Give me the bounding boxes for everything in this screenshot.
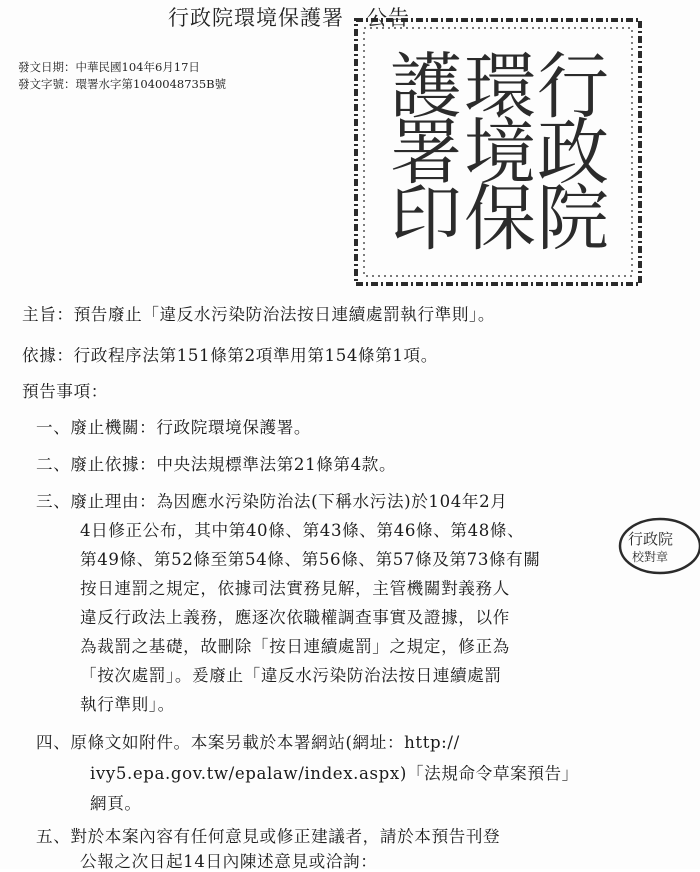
document-title: 行政院環境保護署 公告 [168, 6, 410, 30]
svg-text:護署印: 護署印 [378, 48, 462, 246]
svg-text:行政院: 行政院 [525, 48, 609, 246]
svg-text:環境保: 環境保 [452, 48, 536, 246]
partial-seal-stamp [612, 514, 700, 578]
item-3-line-1: 三、廢止理由：為因應水污染防治法(下稱水污法)於104年2月 [36, 492, 508, 511]
item-4-line-1: 四、原條文如附件。本案另載於本署網站(網址：http:// [36, 733, 460, 752]
item-3-line-2: 4日修正公布，其中第40條、第43條、第46條、第48條、 [80, 521, 525, 540]
notice-heading: 預告事項： [22, 382, 108, 401]
item-4-line-3: 網頁。 [90, 794, 142, 813]
item-1: 一、廢止機關：行政院環境保護署。 [36, 418, 312, 437]
basis-line: 依據：行政程序法第151條第2項準用第154條第1項。 [22, 346, 438, 365]
item-3-line-4: 按日連罰之規定，依據司法實務見解，主管機關對義務人 [80, 579, 510, 598]
svg-text:行政院: 行政院 [628, 530, 674, 548]
item-3-line-6: 為裁罰之基礎，故刪除「按日連續處罰」之規定，修正為 [80, 637, 510, 656]
item-3-line-7: 「按次處罰」。爰廢止「違反水污染防治法按日連續處罰 [80, 666, 502, 685]
item-3-line-8: 執行準則」。 [80, 695, 175, 714]
item-3-line-3: 第49條、第52條至第54條、第56條、第57條及第73條有關 [80, 550, 541, 569]
issue-date: 發文日期：中華民國104年6月17日 [18, 60, 200, 74]
subject-line: 主旨：預告廢止「違反水污染防治法按日連續處罰執行準則」。 [22, 305, 496, 324]
svg-text:校對章: 校對章 [632, 550, 669, 564]
document-number: 發文字號：環署水字第1040048735B號 [18, 77, 227, 91]
item-5-line-1: 五、對於本案內容有任何意見或修正建議者，請於本預告刊登 [36, 827, 501, 846]
item-2: 二、廢止依據：中央法規標準法第21條第4款。 [36, 455, 397, 474]
item-3-line-5: 違反行政法上義務，應逐次依職權調查事實及證據，以作 [80, 608, 510, 627]
official-seal-stamp [352, 16, 644, 288]
item-4-line-2: ivy5.epa.gov.tw/epalaw/index.aspx)「法規命令草案預告」 [90, 764, 579, 783]
item-5-line-2: 公報之次日起14日內陳述意見或洽詢： [80, 852, 378, 871]
